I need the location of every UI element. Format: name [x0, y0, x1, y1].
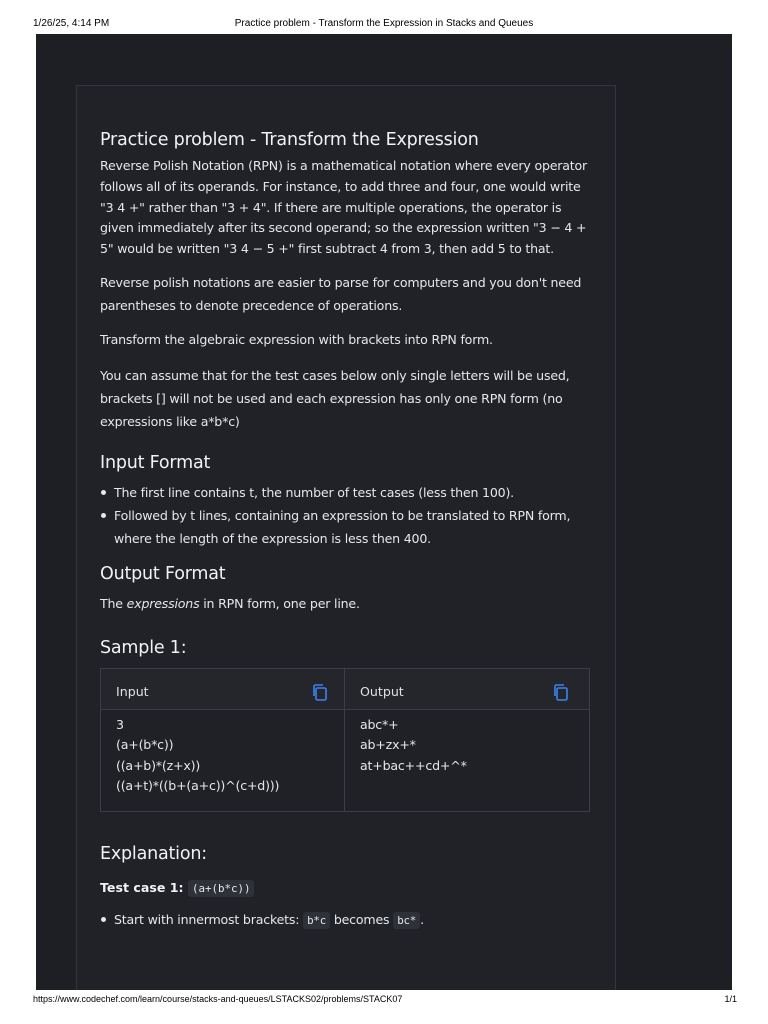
explanation-heading: Explanation:	[100, 843, 207, 864]
list-item: Followed by t lines, containing an expression to be translated to RPN form, where the length of the expression is less then 400.	[114, 504, 592, 550]
sample-table	[100, 668, 590, 812]
sample-input-line: ((a+t)*((b+(a+c))^(c+d)))	[116, 778, 280, 794]
sample-input-line: 3	[116, 716, 124, 732]
print-date: 1/26/25, 4:14 PM	[33, 18, 110, 29]
list-item: The first line contains t, the number of test cases (less then 100).	[114, 481, 592, 504]
problem-paragraph-parse: Reverse polish notations are easier to parse for computers and you don't need parentheses to denote precedence of operations.	[100, 274, 582, 313]
step-text: becomes	[333, 911, 390, 927]
sample-output-label: Output	[360, 683, 404, 699]
copy-icon[interactable]	[311, 683, 329, 702]
output-format-prefix: The	[100, 595, 127, 611]
test-case-label: Test case 1:	[100, 879, 184, 895]
output-format-suffix: in RPN form, one per line.	[199, 595, 360, 611]
input-format-list	[100, 481, 592, 550]
sample-input-body	[101, 710, 344, 797]
problem-paragraph-rpn: Reverse Polish Notation (RPN) is a mathematical notation where every operator follows all of its operands. For instance, to add three and four, one would write "3 4 +" rather than "3 + 4". If there are multiple operations, the operator is given immediately after its second operand; so the expression written "3 − 4 + 5" would be written "3 4 − 5 +" first subtract 4 from 3, then add 5 to that.	[100, 158, 588, 257]
problem-card	[76, 85, 616, 990]
sample-output-header	[345, 669, 589, 710]
problem-content	[100, 130, 592, 932]
explanation-steps	[100, 908, 592, 932]
page-background	[36, 34, 732, 990]
problem-paragraph-assumption: You can assume that for the test cases below only single letters will be used, brackets [] will not be used and each expression has only one RPN form (no expressions like a*b*c)	[100, 367, 570, 429]
sample-input-line: (a+(b*c))	[116, 737, 174, 753]
sample-output-line: ab+zx+*	[360, 737, 416, 753]
print-header	[0, 14, 768, 30]
test-case-1	[100, 880, 592, 895]
step-text: Start with innermost brackets:	[114, 911, 300, 927]
print-footer	[0, 992, 768, 1008]
input-format-heading: Input Format	[100, 452, 211, 473]
output-format-heading: Output Format	[100, 563, 226, 584]
sample-output-line: abc*+	[360, 716, 399, 732]
step-text: .	[420, 911, 424, 927]
list-item	[114, 908, 592, 932]
sample-input-column	[101, 669, 345, 811]
sample-output-column	[345, 669, 589, 811]
test-case-code: (a+(b*c))	[188, 880, 255, 897]
sample-output-line: at+bac++cd+^*	[360, 757, 467, 773]
problem-paragraph-task: Transform the algebraic expression with brackets into RPN form.	[100, 331, 493, 347]
problem-title: Practice problem - Transform the Expression	[100, 130, 479, 150]
output-format-emphasis: expressions	[126, 595, 200, 611]
print-title: Practice problem - Transform the Expression in Stacks and Queues	[234, 18, 534, 29]
sample-input-line: ((a+b)*(z+x))	[116, 757, 201, 773]
sample-input-header	[101, 669, 344, 710]
step-code: bc*	[393, 912, 420, 929]
print-url: https://www.codechef.com/learn/course/stacks-and-queues/LSTACKS02/problems/STACK07	[33, 994, 403, 1004]
step-code: b*c	[303, 912, 330, 929]
sample-output-body	[345, 710, 589, 777]
print-page-count: 1/1	[724, 994, 737, 1004]
copy-icon[interactable]	[552, 683, 570, 702]
output-format-text	[100, 594, 592, 615]
sample-input-label: Input	[116, 683, 149, 699]
sample-heading: Sample 1:	[100, 637, 187, 658]
